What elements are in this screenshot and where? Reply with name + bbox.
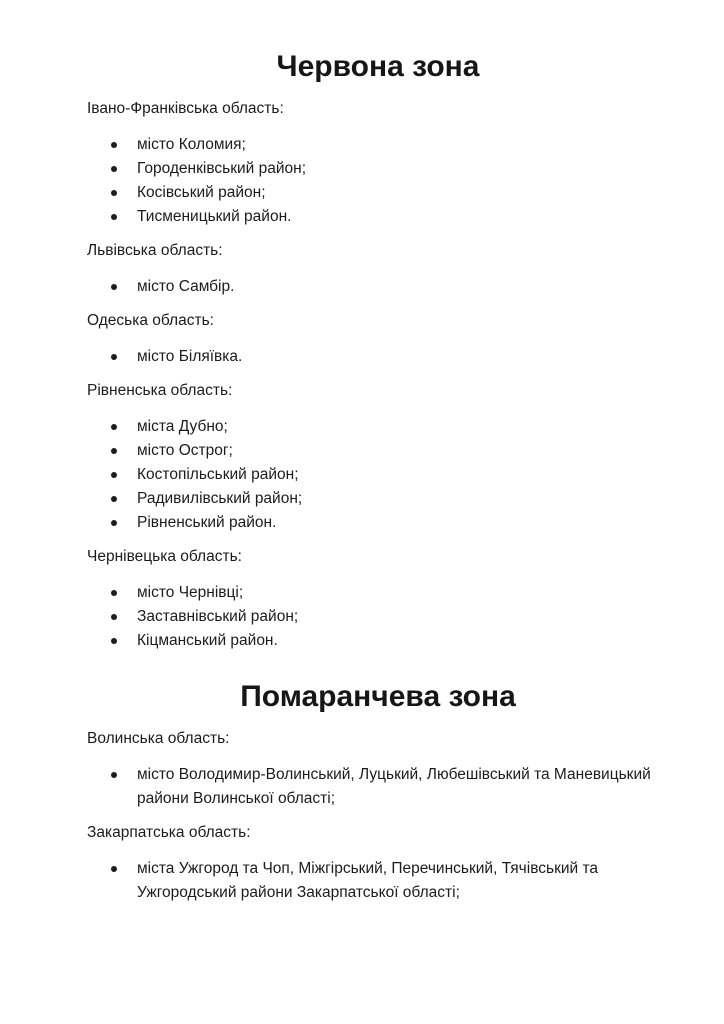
bullet-icon [111,284,117,290]
list-item-text: міста Ужгород та Чоп, Міжгірський, Перечинський, Тячівський та Ужгородський райони Закарпатської області; [137,860,599,901]
bullet-icon [111,866,117,872]
region-list [87,345,669,369]
list-item [87,629,669,653]
bullet-icon [111,472,117,478]
region-list [87,581,669,653]
bullet-icon [111,166,117,172]
bullet-icon [111,142,117,148]
region-group [87,239,669,299]
region-heading: Львівська область: [87,242,223,259]
region-list [87,415,669,535]
list-item [87,763,669,811]
region-heading: Закарпатська область: [87,824,251,841]
list-item-text: Кіцманський район. [137,632,278,649]
list-item-text: Городенківський район; [137,160,307,177]
list-item [87,581,669,605]
list-item [87,275,669,299]
bullet-icon [111,190,117,196]
region-list [87,133,669,229]
list-item-text: місто Чернівці; [137,584,244,601]
list-item-text: Косівський район; [137,184,266,201]
list-item [87,345,669,369]
list-item [87,415,669,439]
zone-section-1 [87,677,669,905]
list-item-text: міста Дубно; [137,418,228,435]
bullet-icon [111,424,117,430]
bullet-icon [111,354,117,360]
region-group [87,821,669,905]
zone-title: Червона зона [276,50,480,83]
list-item [87,133,669,157]
list-item-text: Рівненський район. [137,514,277,531]
bullet-icon [111,590,117,596]
list-item [87,487,669,511]
list-item-text: Тисменицький район. [137,208,292,225]
zone-title: Помаранчева зона [240,680,516,713]
region-group [87,379,669,535]
list-item-text: місто Острог; [137,442,233,459]
list-item-text: Костопільський район; [137,466,299,483]
region-list [87,275,669,299]
list-item-text: Заставнівський район; [137,608,299,625]
bullet-icon [111,448,117,454]
list-item [87,511,669,535]
region-heading: Одеська область: [87,312,214,329]
region-heading: Рівненська область: [87,382,233,399]
bullet-icon [111,614,117,620]
list-item [87,181,669,205]
list-item [87,439,669,463]
list-item [87,463,669,487]
bullet-icon [111,214,117,220]
list-item-text: місто Самбір. [137,278,235,295]
region-heading: Івано-Франківська область: [87,100,284,117]
list-item-text: місто Володимир-Волинський, Луцький, Любешівський та Маневицький райони Волинської області; [137,766,651,807]
region-heading: Чернівецька область: [87,548,242,565]
list-item [87,205,669,229]
region-group [87,727,669,811]
region-group [87,97,669,229]
region-group [87,309,669,369]
bullet-icon [111,772,117,778]
bullet-icon [111,638,117,644]
list-item [87,605,669,629]
bullet-icon [111,496,117,502]
region-list [87,763,669,811]
zone-section-0 [87,47,669,653]
region-heading: Волинська область: [87,730,230,747]
region-list [87,857,669,905]
bullet-icon [111,520,117,526]
list-item-text: Радивилівський район; [137,490,303,507]
list-item [87,857,669,905]
list-item-text: місто Коломия; [137,136,246,153]
region-group [87,545,669,653]
list-item [87,157,669,181]
list-item-text: місто Біляївка. [137,348,243,365]
